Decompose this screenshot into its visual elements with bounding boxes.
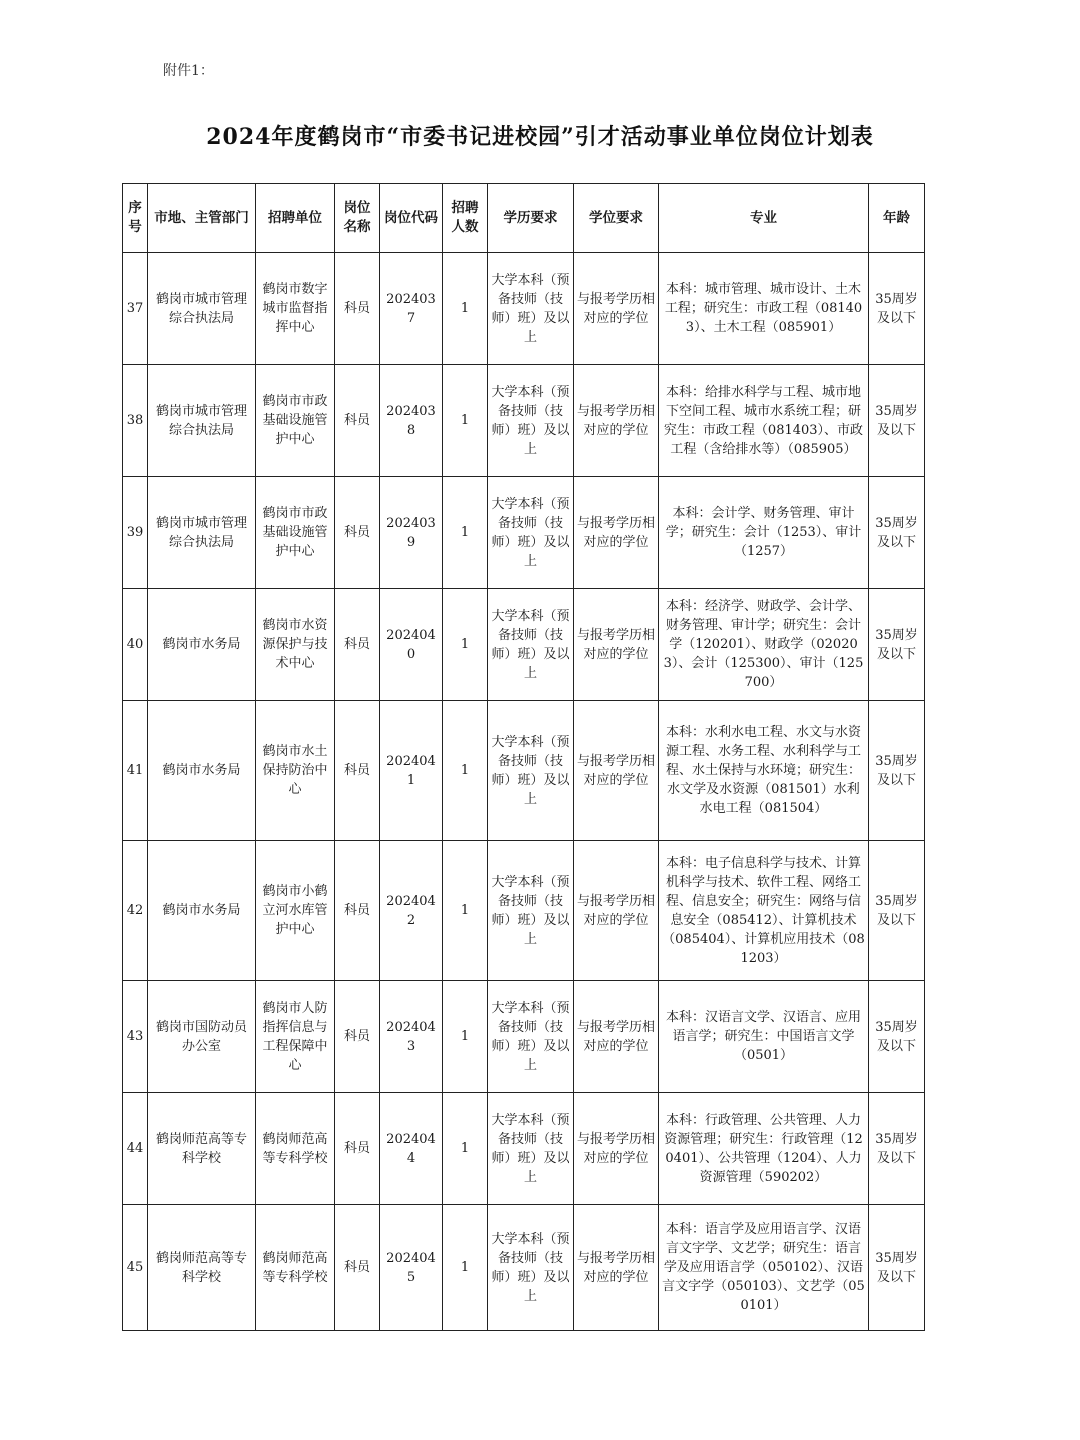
table-row <box>123 477 925 589</box>
cell-post: 科员 <box>335 589 380 701</box>
cell-code: 2024041 <box>380 701 443 841</box>
cell-dept: 鹤岗市城市管理综合执法局 <box>148 365 256 477</box>
header-post: 岗位名称 <box>335 184 380 253</box>
cell-code: 2024043 <box>380 981 443 1093</box>
cell-unit: 鹤岗师范高等专科学校 <box>256 1205 335 1331</box>
cell-age: 35周岁及以下 <box>869 1205 925 1331</box>
header-seq: 序号 <box>123 184 148 253</box>
cell-edu: 大学本科（预备技师（技师）班）及以上 <box>488 1093 574 1205</box>
cell-dept: 鹤岗师范高等专科学校 <box>148 1205 256 1331</box>
cell-major: 本科：会计学、财务管理、审计学；研究生：会计（1253）、审计（1257） <box>659 477 869 589</box>
cell-code: 2024039 <box>380 477 443 589</box>
cell-degree: 与报考学历相对应的学位 <box>574 701 659 841</box>
cell-seq: 41 <box>123 701 148 841</box>
cell-edu: 大学本科（预备技师（技师）班）及以上 <box>488 365 574 477</box>
cell-code: 2024038 <box>380 365 443 477</box>
cell-age: 35周岁及以下 <box>869 253 925 365</box>
cell-dept: 鹤岗市水务局 <box>148 701 256 841</box>
cell-degree: 与报考学历相对应的学位 <box>574 841 659 981</box>
cell-unit: 鹤岗市数字城市监督指挥中心 <box>256 253 335 365</box>
cell-dept: 鹤岗师范高等专科学校 <box>148 1093 256 1205</box>
cell-post: 科员 <box>335 1205 380 1331</box>
cell-unit: 鹤岗市水土保持防治中心 <box>256 701 335 841</box>
cell-count: 1 <box>443 841 488 981</box>
cell-unit: 鹤岗市小鹤立河水库管护中心 <box>256 841 335 981</box>
cell-post: 科员 <box>335 253 380 365</box>
cell-post: 科员 <box>335 477 380 589</box>
cell-post: 科员 <box>335 365 380 477</box>
cell-count: 1 <box>443 589 488 701</box>
table-row <box>123 589 925 701</box>
header-count: 招聘人数 <box>443 184 488 253</box>
cell-code: 2024044 <box>380 1093 443 1205</box>
cell-code: 2024045 <box>380 1205 443 1331</box>
cell-edu: 大学本科（预备技师（技师）班）及以上 <box>488 981 574 1093</box>
cell-degree: 与报考学历相对应的学位 <box>574 253 659 365</box>
cell-count: 1 <box>443 701 488 841</box>
cell-age: 35周岁及以下 <box>869 365 925 477</box>
cell-count: 1 <box>443 981 488 1093</box>
cell-degree: 与报考学历相对应的学位 <box>574 477 659 589</box>
cell-code: 2024040 <box>380 589 443 701</box>
cell-unit: 鹤岗师范高等专科学校 <box>256 1093 335 1205</box>
cell-major: 本科：汉语言文学、汉语言、应用语言学；研究生：中国语言文学（0501） <box>659 981 869 1093</box>
cell-age: 35周岁及以下 <box>869 1093 925 1205</box>
cell-edu: 大学本科（预备技师（技师）班）及以上 <box>488 253 574 365</box>
table-row <box>123 701 925 841</box>
cell-age: 35周岁及以下 <box>869 981 925 1093</box>
cell-seq: 37 <box>123 253 148 365</box>
header-edu: 学历要求 <box>488 184 574 253</box>
cell-count: 1 <box>443 365 488 477</box>
cell-age: 35周岁及以下 <box>869 477 925 589</box>
header-major: 专业 <box>659 184 869 253</box>
cell-major: 本科：城市管理、城市设计、土木工程；研究生：市政工程（081403）、土木工程（085901） <box>659 253 869 365</box>
cell-count: 1 <box>443 1093 488 1205</box>
table-row <box>123 981 925 1093</box>
cell-edu: 大学本科（预备技师（技师）班）及以上 <box>488 841 574 981</box>
cell-degree: 与报考学历相对应的学位 <box>574 981 659 1093</box>
cell-post: 科员 <box>335 1093 380 1205</box>
cell-dept: 鹤岗市国防动员办公室 <box>148 981 256 1093</box>
cell-seq: 43 <box>123 981 148 1093</box>
cell-dept: 鹤岗市水务局 <box>148 841 256 981</box>
cell-seq: 45 <box>123 1205 148 1331</box>
cell-major: 本科：经济学、财政学、会计学、财务管理、审计学；研究生：会计学（120201）、财政学（020203）、会计（125300）、审计（125700） <box>659 589 869 701</box>
cell-major: 本科：行政管理、公共管理、人力资源管理；研究生：行政管理（120401）、公共管理（1204）、人力资源管理（590202） <box>659 1093 869 1205</box>
cell-degree: 与报考学历相对应的学位 <box>574 1205 659 1331</box>
cell-count: 1 <box>443 1205 488 1331</box>
cell-edu: 大学本科（预备技师（技师）班）及以上 <box>488 477 574 589</box>
cell-code: 2024037 <box>380 253 443 365</box>
cell-seq: 40 <box>123 589 148 701</box>
cell-major: 本科：给排水科学与工程、城市地下空间工程、城市水系统工程；研究生：市政工程（081403）、市政工程（含给排水等）（085905） <box>659 365 869 477</box>
cell-post: 科员 <box>335 841 380 981</box>
cell-major: 本科：电子信息科学与技术、计算机科学与技术、软件工程、网络工程、信息安全；研究生：网络与信息安全（085412）、计算机技术（085404）、计算机应用技术（081203） <box>659 841 869 981</box>
table-row <box>123 253 925 365</box>
cell-major: 本科：水利水电工程、水文与水资源工程、水务工程、水利科学与工程、水土保持与水环境；研究生：水文学及水资源（081501）水利水电工程（081504） <box>659 701 869 841</box>
cell-age: 35周岁及以下 <box>869 589 925 701</box>
cell-age: 35周岁及以下 <box>869 701 925 841</box>
header-unit: 招聘单位 <box>256 184 335 253</box>
cell-seq: 44 <box>123 1093 148 1205</box>
cell-dept: 鹤岗市城市管理综合执法局 <box>148 477 256 589</box>
header-code: 岗位代码 <box>380 184 443 253</box>
cell-post: 科员 <box>335 981 380 1093</box>
cell-edu: 大学本科（预备技师（技师）班）及以上 <box>488 589 574 701</box>
cell-seq: 42 <box>123 841 148 981</box>
attachment-label: 附件1： <box>163 63 214 79</box>
cell-major: 本科：语言学及应用语言学、汉语言文字学、文艺学；研究生：语言学及应用语言学（050102）、汉语言文字学（050103）、文艺学（050101） <box>659 1205 869 1331</box>
header-degree: 学位要求 <box>574 184 659 253</box>
job-plan-table <box>122 183 925 1331</box>
cell-dept: 鹤岗市城市管理综合执法局 <box>148 253 256 365</box>
cell-degree: 与报考学历相对应的学位 <box>574 1093 659 1205</box>
cell-seq: 39 <box>123 477 148 589</box>
cell-post: 科员 <box>335 701 380 841</box>
header-age: 年龄 <box>869 184 925 253</box>
cell-age: 35周岁及以下 <box>869 841 925 981</box>
table-row <box>123 841 925 981</box>
table-header-row <box>123 184 925 253</box>
cell-unit: 鹤岗市人防指挥信息与工程保障中心 <box>256 981 335 1093</box>
cell-count: 1 <box>443 253 488 365</box>
table-row <box>123 1093 925 1205</box>
cell-unit: 鹤岗市市政基础设施管护中心 <box>256 365 335 477</box>
table-row <box>123 365 925 477</box>
cell-unit: 鹤岗市水资源保护与技术中心 <box>256 589 335 701</box>
cell-dept: 鹤岗市水务局 <box>148 589 256 701</box>
cell-code: 2024042 <box>380 841 443 981</box>
cell-degree: 与报考学历相对应的学位 <box>574 589 659 701</box>
table-row <box>123 1205 925 1331</box>
cell-unit: 鹤岗市市政基础设施管护中心 <box>256 477 335 589</box>
cell-edu: 大学本科（预备技师（技师）班）及以上 <box>488 1205 574 1331</box>
page-title: 2024年度鹤岗市“市委书记进校园”引才活动事业单位岗位计划表 <box>206 124 874 150</box>
cell-seq: 38 <box>123 365 148 477</box>
cell-edu: 大学本科（预备技师（技师）班）及以上 <box>488 701 574 841</box>
cell-degree: 与报考学历相对应的学位 <box>574 365 659 477</box>
cell-count: 1 <box>443 477 488 589</box>
header-dept: 市地、主管部门 <box>148 184 256 253</box>
